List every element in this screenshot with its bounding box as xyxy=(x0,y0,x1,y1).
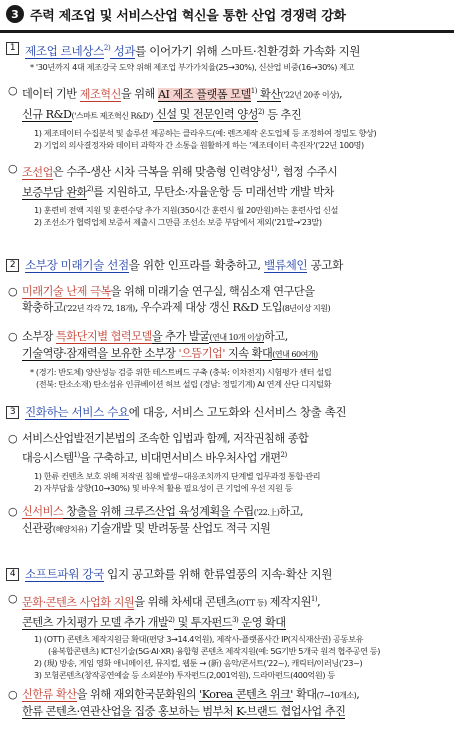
bullet-line: 기술역량·잠재력을 보유한 소부장 '으뜸기업' 지속 확대(연내 60여개) xyxy=(22,347,318,360)
section-materials-parts xyxy=(4,257,450,390)
bullet-item xyxy=(4,591,450,631)
sub-note: 2) 자부담율 상향(10→30%) 및 바우처 활용 필요성이 큰 기업에 우선 지원 등 xyxy=(34,482,293,493)
sub-note: 1) (OTT) 콘텐츠 제작지원금 확대(편당 3→14.4억원), 제작사-플랫폼사간 IP(지식재산권) 공동보유 xyxy=(34,634,364,645)
bullet-line: 서비스산업발전기본법의 조속한 입법과 함께, 저작권침해 종합 xyxy=(22,432,309,445)
bullet-line: 콘텐츠 가치평가 모델 추가 개발$^{2)}$ 및 투자펀드$^{3)}$ 운영 확대 xyxy=(22,615,286,630)
section-title-bar xyxy=(0,0,454,28)
bullet-item xyxy=(4,161,450,200)
bullet-line: 소부장 특화단지별 협력모델을 추가 발굴(연내 10개 이상)하고, xyxy=(22,330,288,343)
heading-text: 제조업 르네상스$^{2)}$ 성과를 이어가기 위해 스마트·친환경화 가속화 지원 xyxy=(25,43,361,58)
section-number-box: 1 xyxy=(6,42,19,55)
circle-bullet-icon: ○ xyxy=(8,162,18,176)
bullet-line: 데이터 기반 제조혁신을 위해 AI 제조 플랫폼 모델$^{1)}$ 확산('22년 20종 이상), xyxy=(22,86,342,101)
section-services xyxy=(4,404,450,538)
sub-note: 1) 한류 컨텐츠 보호 위해 저작권 침해 발생~대응조치까지 단계별 업무과정 통합·관리 xyxy=(34,470,321,481)
sub-note: 1) 제조데이터 수집분석 및 솔루션 제공하는 클라우드(예: 렌즈제작 온도업체 등 조정하여 정밀도 향상) xyxy=(34,128,377,139)
footnote: * '30년까지 4대 제조강국 도약 위해 제조업 부가가치율(25→30%), 신산업 비중(16→30%) 제고 xyxy=(30,61,355,72)
bullet-line: 문화·콘텐츠 사업화 지원을 위해 차세대 콘텐츠(OTT 등) 제작지원$^{1)}$, xyxy=(22,595,321,609)
bullet-item xyxy=(4,284,450,317)
heading-text: 소프트파워 강국 입지 공고화를 위해 한류열풍의 지속·확산 지원 xyxy=(25,567,333,581)
section-number-box: 2 xyxy=(6,259,19,272)
bullet-line: 확충하고('22년 각각 72, 18개), 우수과제 대상 갱신 R&D 도입(8년이상 지원) xyxy=(22,301,331,314)
bullet-line: 신서비스 창출을 위해 크루즈산업 육성계획을 수립('22.上)하고, xyxy=(22,504,304,518)
section-soft-power xyxy=(4,566,450,720)
sub-note: 2) 기업의 의사결정자와 데이터 과학자 간 소통을 원활하게 하는 '제조데이터 촉진자'('22년 100명) xyxy=(34,140,364,151)
circle-bullet-icon: ○ xyxy=(8,285,18,298)
bullet-item xyxy=(4,83,450,124)
section-number-box: 3 xyxy=(6,406,19,419)
bullet-line: 대응시스템$^{1)}$을 구축하고, 비대면서비스 바우처사업 개편$^{2)}$ xyxy=(22,451,287,465)
section-number-box: 4 xyxy=(6,568,19,581)
bullet-line: 신한류 확산을 위해 재외한국문화원의 'Korea 콘텐츠 위크' 확대(7→10개소), xyxy=(22,688,360,702)
title-divider xyxy=(0,30,454,33)
circle-bullet-icon: ○ xyxy=(8,592,18,605)
bullet-line: 신규 R&D('스마트 제조혁신 R&D') 신설 및 전문인력 양성$^{2)}$ 등 추진 xyxy=(22,107,302,122)
sub-note: 2) 조선소가 협력업체 보증서 제출시 그만큼 조선소 보증 부담에서 제외('21말→'23말) xyxy=(34,216,322,227)
bullet-line: 조선업은 수주-생산 시차 극복을 위해 맞춤형 인력양성$^{1)}$, 협정 수주시 xyxy=(22,165,338,180)
sub-note: (전북: 탄소소재) 탄소섬유 인큐베이션 허브 설립 (경남: 정밀기계) AI 연계 산단 디지털화 xyxy=(36,379,332,389)
section-heading xyxy=(4,566,450,583)
heading-text: 소부장 미래기술 선점을 위한 인프라를 확충하고, 밸류체인 공고화 xyxy=(25,258,343,272)
bullet-line: 미래기술 난제 극복을 위해 미래기술 연구실, 핵심소재 연구단을 xyxy=(22,285,315,298)
section-heading xyxy=(4,404,450,421)
circle-bullet-icon: ○ xyxy=(8,83,18,97)
bullet-item xyxy=(4,329,450,363)
sub-note: 3) 모험콘텐츠(창작공연예술 등 소외분야) 투자펀드(2,001억원), 드라마펀드(400억원) 등 xyxy=(34,670,335,681)
page-title: 주력 제조업 및 서비스산업 혁신을 통한 산업 경쟁력 강화 xyxy=(30,8,346,24)
sub-note: (융복합콘텐츠) ICT신기술(5G·AI·XR) 융합형 콘텐츠 제작지원(예: 5G기반 5개국 원격 협주공연 등) xyxy=(48,646,381,657)
sub-note: 1) 훈련비 전액 지원 및 훈련수당 추가 지원(350시간 훈련시 월 20만원)하는 훈련사업 신설 xyxy=(34,204,338,215)
bullet-item xyxy=(4,431,450,467)
bullet-item xyxy=(4,504,450,538)
bullet-line: 보증부담 완화$^{2)}$를 지원하고, 무탄소·자율운항 등 미래선박 개발 박차 xyxy=(22,185,334,199)
heading-text: 진화하는 서비스 수요에 대응, 서비스 고도화와 신서비스 창출 촉진 xyxy=(25,405,347,419)
bullet-line: 신관광(해양치유) 기술개발 및 반려동물 산업도 적극 지원 xyxy=(22,521,271,535)
section-manufacturing xyxy=(4,40,450,228)
section-heading xyxy=(4,40,450,60)
circle-bullet-icon: ○ xyxy=(8,432,18,445)
sub-note: 2) (現) 방송, 게임 영화 애니메이션, 뮤지컬, 웹툰 → (新) 음악/콘서트('22~), 캐릭터/이러닝('23~) xyxy=(34,658,363,669)
section-heading xyxy=(4,257,450,274)
bullet-line: 한류 콘텐츠·연관산업을 집중 홍보하는 범부처 K-브랜드 협업사업 추진 xyxy=(22,705,346,719)
title-number-badge: 3 xyxy=(6,5,24,23)
bullet-item xyxy=(4,687,450,720)
sub-note: * (경기: 반도체) 양산성능 검증 위한 테스트베드 구축 (충북: 이차전지) 시험평가 센터 설립 xyxy=(30,367,332,377)
circle-bullet-icon: ○ xyxy=(8,688,18,702)
circle-bullet-icon: ○ xyxy=(8,330,18,343)
circle-bullet-icon: ○ xyxy=(8,504,18,518)
